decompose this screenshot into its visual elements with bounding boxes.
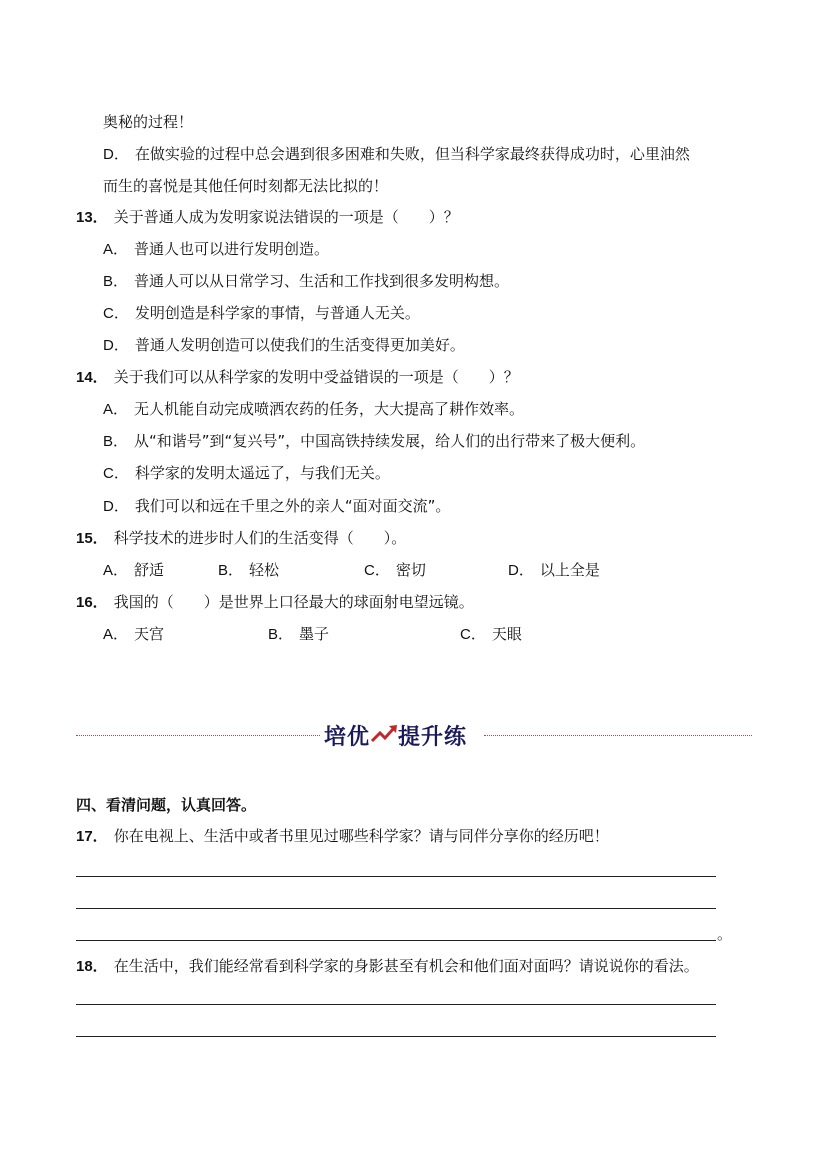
answer-line[interactable] [76,940,716,941]
option-d [103,496,450,516]
option-text: 我们可以和远在千里之外的亲人“面对面交流”。 [134,497,451,515]
option-label: D． [103,498,129,515]
option-c [460,624,522,645]
answer-line[interactable] [76,1036,716,1037]
option-text: 天宫 [134,625,165,643]
question-text: 你在电视上、生活中或者书里见过哪些科学家？请与同伴分享你的经历吧！ [113,827,609,845]
option-label: D． [103,146,129,163]
option-text: 从“和谐号”到“复兴号”，中国高铁持续发展，给人们的出行带来了极大便利。 [134,432,646,450]
question-stem [76,207,459,227]
option-label: D． [508,562,534,579]
question-number: 13． [76,209,108,226]
option-c [103,463,390,483]
option-label: B． [268,626,294,643]
options-row [0,624,826,644]
banner-title [324,720,467,750]
question-text: 关于普通人成为发明家说法错误的一项是（ ）？ [113,208,459,226]
option-text: 普通人发明创造可以使我们的生活变得更加美好。 [134,336,465,354]
option-text: 以上全是 [539,561,600,579]
option-label: C． [460,626,486,643]
option-text: 轻松 [249,561,280,579]
banner-text-left: 培优 [324,724,371,750]
question-text: 我国的（ ）是世界上口径最大的球面射电望远镜。 [113,593,474,611]
question-number: 17． [76,828,108,845]
option-text: 无人机能自动完成喷洒农药的任务，大大提高了耕作效率。 [134,400,525,418]
option-text: 墨子 [299,625,330,643]
end-mark: 。 [717,925,733,943]
option-text: 普通人也可以进行发明创造。 [134,240,330,258]
option-a [103,560,164,581]
answer-line[interactable] [76,908,716,909]
option-text: 普通人可以从日常学习、生活和工作找到很多发明构想。 [134,272,510,290]
question-number: 15． [76,530,108,547]
option-b [218,560,279,581]
question-text: 科学技术的进步时人们的生活变得（ ）。 [113,529,407,547]
options-row [0,560,826,580]
answer-line[interactable] [76,1004,716,1005]
question-text: 在生活中，我们能经常看到科学家的身影甚至有机会和他们面对面吗？请说说你的看法。 [113,957,699,975]
option-text: 舒适 [134,561,165,579]
answer-line[interactable] [76,876,716,877]
divider-right [484,735,752,736]
option-text: 科学家的发明太遥远了，与我们无关。 [134,464,390,482]
q12-option-d [103,144,690,164]
option-label: A． [103,401,129,418]
option-label: B． [218,562,244,579]
option-label: C． [103,305,129,322]
option-label: B． [103,273,129,290]
option-a [103,399,524,419]
option-text: 密切 [395,561,426,579]
option-label: A． [103,241,129,258]
question-stem [76,367,519,387]
option-b [268,624,329,645]
question-stem [76,592,474,612]
question-text: 关于我们可以从科学家的发明中受益错误的一项是（ ）？ [113,368,519,386]
option-label: B． [103,433,129,450]
option-a [103,239,329,259]
option-label: D． [103,337,129,354]
rising-arrow-icon [370,723,398,747]
option-label: C． [103,465,129,482]
option-d [508,560,600,581]
question-number: 14． [76,369,108,386]
question-stem [76,826,609,846]
divider-left [76,735,320,736]
q12-option-d-continuation: 而生的喜悦是其他任何时刻都无法比拟的！ [103,177,389,195]
option-a [103,624,164,645]
question-number: 16． [76,594,108,611]
banner-text-right: 提升练 [398,724,468,750]
option-text: 在做实验的过程中总会遇到很多困难和失败，但当科学家最终获得成功时，心里油然 [134,145,690,163]
section-4-heading: 四、看清问题，认真回答。 [76,796,257,814]
option-label: C． [364,562,390,579]
option-d [103,335,465,355]
question-stem [76,956,699,976]
question-number: 18． [76,958,108,975]
option-text: 发明创造是科学家的事情，与普通人无关。 [134,304,420,322]
option-text: 天眼 [491,625,522,643]
option-label: A． [103,562,129,579]
option-c [103,303,420,323]
q12-option-c-continuation: 奥秘的过程！ [103,113,194,131]
question-stem [76,528,406,548]
option-b [103,431,645,451]
option-label: A． [103,626,129,643]
option-b [103,271,509,291]
option-c [364,560,426,581]
